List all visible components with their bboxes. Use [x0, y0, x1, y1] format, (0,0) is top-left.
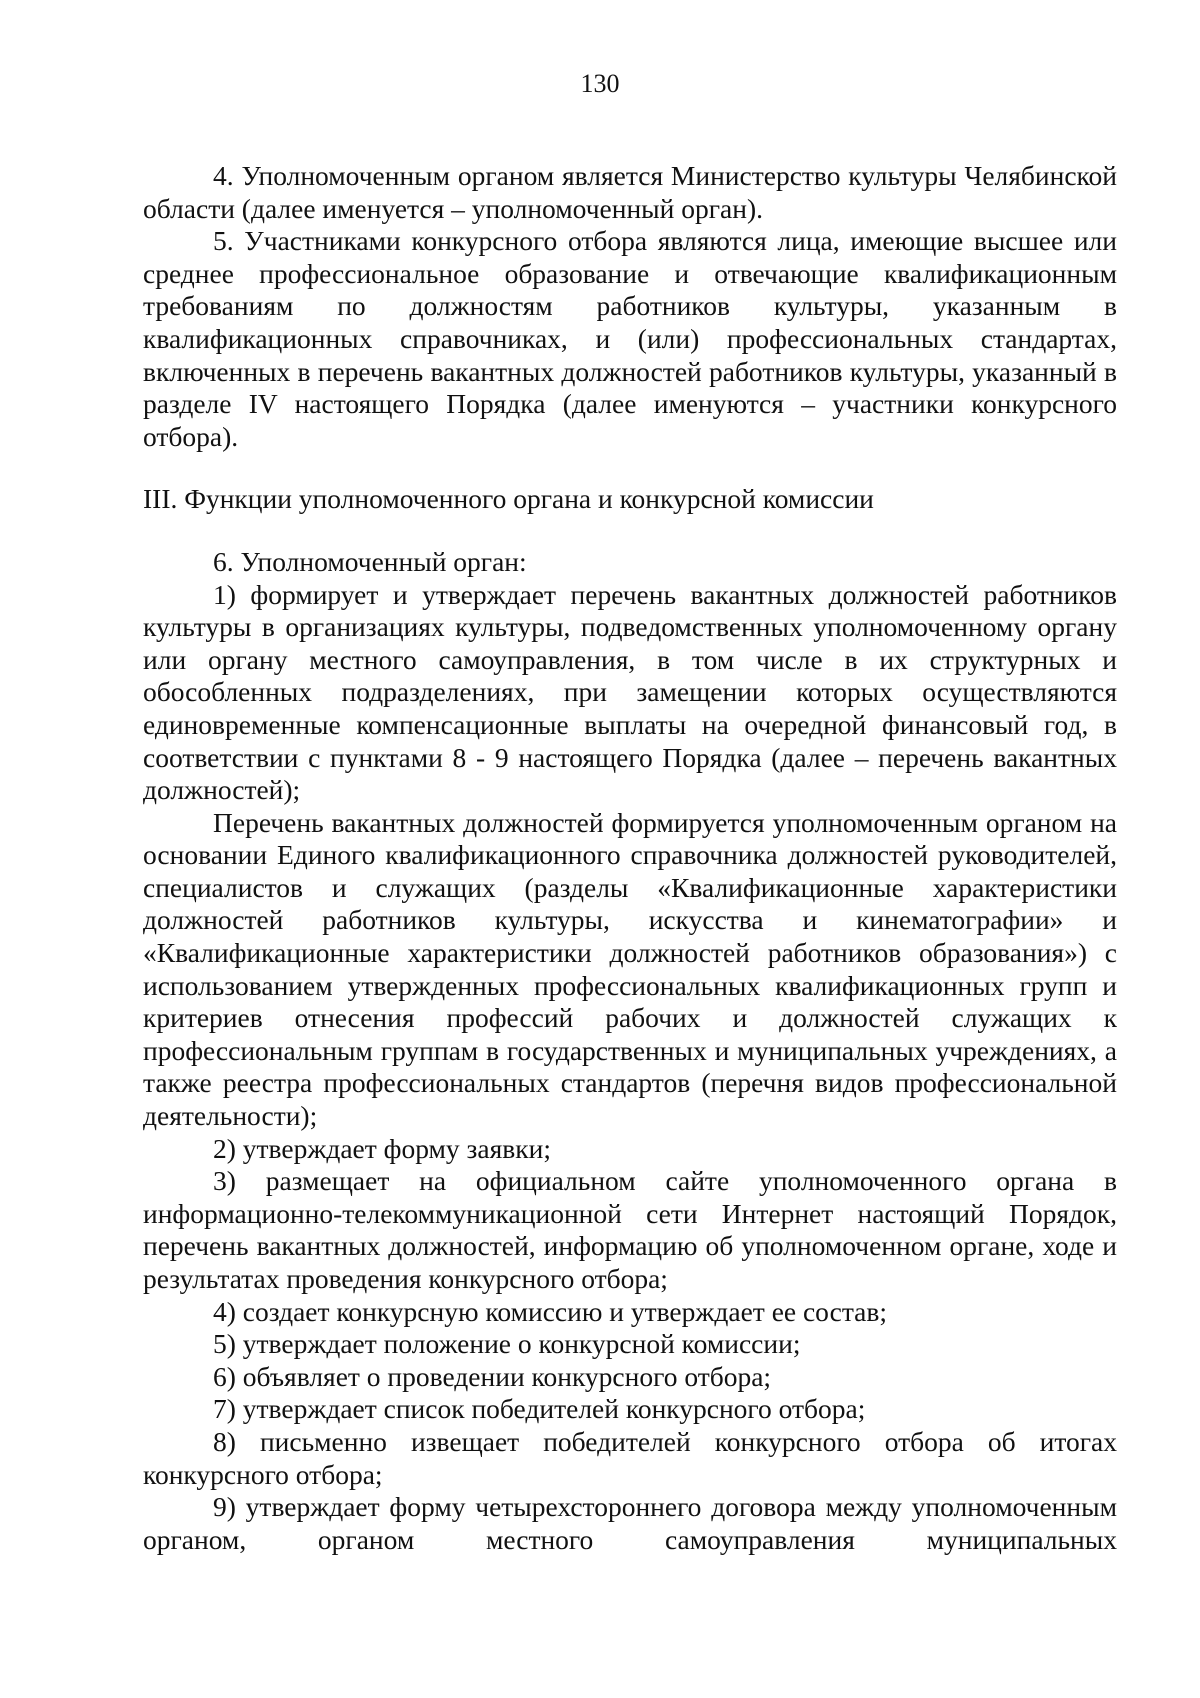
paragraph-5: 5. Участниками конкурсного отбора являются лица, имеющие высшее или среднее профессиональное образование и отвечающие квалификационным требованиям по должностям работников культуры, указанным в квалификационных справочниках, и (или) профессиональных стандартах, включенных в перечень вакантных должностей работников культуры, указанный в разделе IV настоящего Порядка (далее именуются – участники конкурсного отбора).: [143, 225, 1117, 452]
list-item-6-2: 2) утверждает форму заявки;: [213, 1132, 551, 1164]
list-item-6-4: 4) создает конкурсную комиссию и утверждает ее состав;: [213, 1295, 888, 1327]
paragraph-6: 6. Уполномоченный орган:: [213, 545, 527, 577]
list-item-6-3: 3) размещает на официальном сайте уполномоченного органа в информационно-телекоммуникационной сети Интернет настоящий Порядок, перечень вакантных должностей, информацию об уполномоченном органе, ходе и результатах проведения конкурсного отбора;: [143, 1165, 1117, 1294]
paragraph-4: 4. Уполномоченным органом является Министерство культуры Челябинской области (далее именуется – уполномоченный орган).: [143, 160, 1117, 224]
list-item-6-9: 9) утверждает форму четырехстороннего договора между уполномоченным органом, органом местного самоуправления муниципальных: [143, 1491, 1117, 1555]
list-item-6-1: 1) формирует и утверждает перечень вакантных должностей работников культуры в организациях культуры, подведомственных уполномоченному органу или органу местного самоуправления, в том числе в их структурных и обособленных подразделениях, при замещении которых осуществляются единовременные компенсационные выплаты на очередной финансовый год, в соответствии с пунктами 8 - 9 настоящего Порядка (далее – перечень вакантных должностей);: [143, 578, 1117, 806]
section-heading-3: III. Функции уполномоченного органа и конкурсной комиссии: [143, 483, 874, 515]
list-item-6-5: 5) утверждает положение о конкурсной комиссии;: [213, 1328, 801, 1360]
list-item-6-6: 6) объявляет о проведении конкурсного отбора;: [213, 1360, 772, 1392]
list-item-6-7: 7) утверждает список победителей конкурсного отбора;: [213, 1393, 866, 1425]
paragraph-vacancy-list: Перечень вакантных должностей формируется уполномоченным органом на основании Единого квалификационного справочника должностей руководителей, специалистов и служащих (разделы «Квалификационные характеристики должностей работников культуры, искусства и кинематографии» и «Квалификационные характеристики должностей работников образования») с использованием утвержденных профессиональных квалификационных групп и критериев отнесения профессий рабочих и должностей служащих к профессиональным группам в государственных и муниципальных учреждениях, а также реестра профессиональных стандартов (перечня видов профессиональной деятельности);: [143, 806, 1117, 1132]
list-item-6-8: 8) письменно извещает победителей конкурсного отбора об итогах конкурсного отбора;: [143, 1425, 1117, 1490]
document-body: [143, 160, 1117, 1556]
page-number: 130: [580, 69, 620, 98]
